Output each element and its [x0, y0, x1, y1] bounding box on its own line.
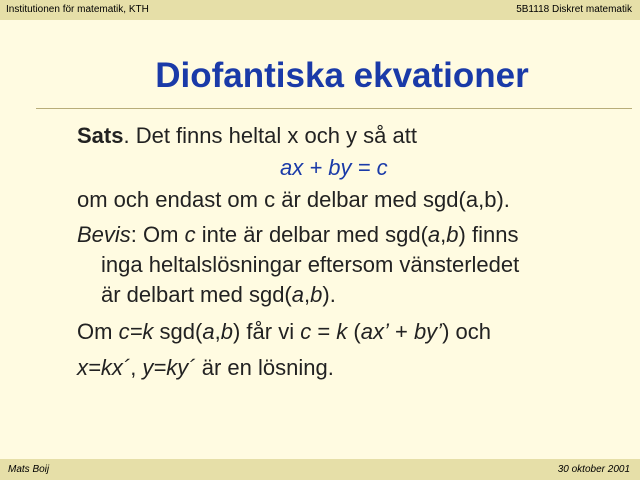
bevis-label: Bevis: [77, 222, 131, 247]
bevis-var-b: b: [310, 282, 323, 307]
om-text: Om: [77, 319, 119, 344]
om-line-1: [77, 316, 617, 348]
om-text: (: [347, 319, 361, 344]
bevis-line-2: [77, 250, 617, 280]
title-divider: [36, 108, 632, 109]
bevis-text: inte är delbar med sgd(: [195, 222, 428, 247]
footer-bar: [0, 459, 640, 480]
om-text: =: [311, 319, 337, 344]
om-text: sgd(: [153, 319, 203, 344]
bevis-var-b: b: [446, 222, 459, 247]
bevis-text: ).: [322, 282, 336, 307]
bevis-comma: ,: [304, 282, 311, 307]
bevis-line-1: [77, 220, 617, 250]
header-bar: [0, 0, 640, 20]
bevis-text: inga heltalslösningar eftersom vänsterledet: [101, 252, 520, 277]
om-var: c: [300, 319, 312, 344]
om-var: c=k: [118, 319, 154, 344]
equation-line: [77, 152, 617, 184]
bevis-var-a: a: [291, 282, 305, 307]
sats-line: [77, 120, 617, 152]
bevis-text: : Om: [130, 222, 185, 247]
om-text: ,: [214, 319, 221, 344]
slide-title: Diofantiska ekvationer: [155, 56, 529, 95]
footer-author: Mats Boij: [8, 464, 50, 475]
om-text: ,: [130, 355, 143, 380]
om-line-2: [77, 352, 617, 384]
bevis-var-a: a: [427, 222, 441, 247]
header-institution: Institutionen för matematik, KTH: [6, 4, 149, 15]
condition-text: om och endast om c är delbar med sgd(a,b).: [77, 187, 510, 212]
condition-line: [77, 184, 617, 216]
sats-text: . Det finns heltal x och y så att: [123, 123, 417, 148]
bevis-text: ) finns: [458, 222, 519, 247]
om-var: b: [220, 319, 233, 344]
om-var: k: [336, 319, 348, 344]
om-var: ax’: [360, 319, 389, 344]
om-text: ) och: [442, 319, 491, 344]
om-text: +: [388, 319, 414, 344]
om-text: ) får vi: [232, 319, 301, 344]
slide-body: [77, 120, 617, 384]
om-var: y=ky´: [142, 355, 196, 380]
om-text: är en lösning.: [195, 355, 334, 380]
footer-date: 30 oktober 2001: [557, 464, 630, 475]
om-var: x=kx´: [77, 355, 131, 380]
bevis-text: är delbart med sgd(: [101, 282, 292, 307]
sats-label: Sats: [77, 123, 124, 148]
bevis-comma: ,: [440, 222, 447, 247]
equation: ax + by = c: [280, 155, 388, 180]
bevis-var-c: c: [184, 222, 196, 247]
om-var: by’: [413, 319, 443, 344]
header-course: 5B1118 Diskret matematik: [516, 4, 632, 15]
bevis-line-3: [77, 280, 617, 310]
om-var: a: [202, 319, 215, 344]
